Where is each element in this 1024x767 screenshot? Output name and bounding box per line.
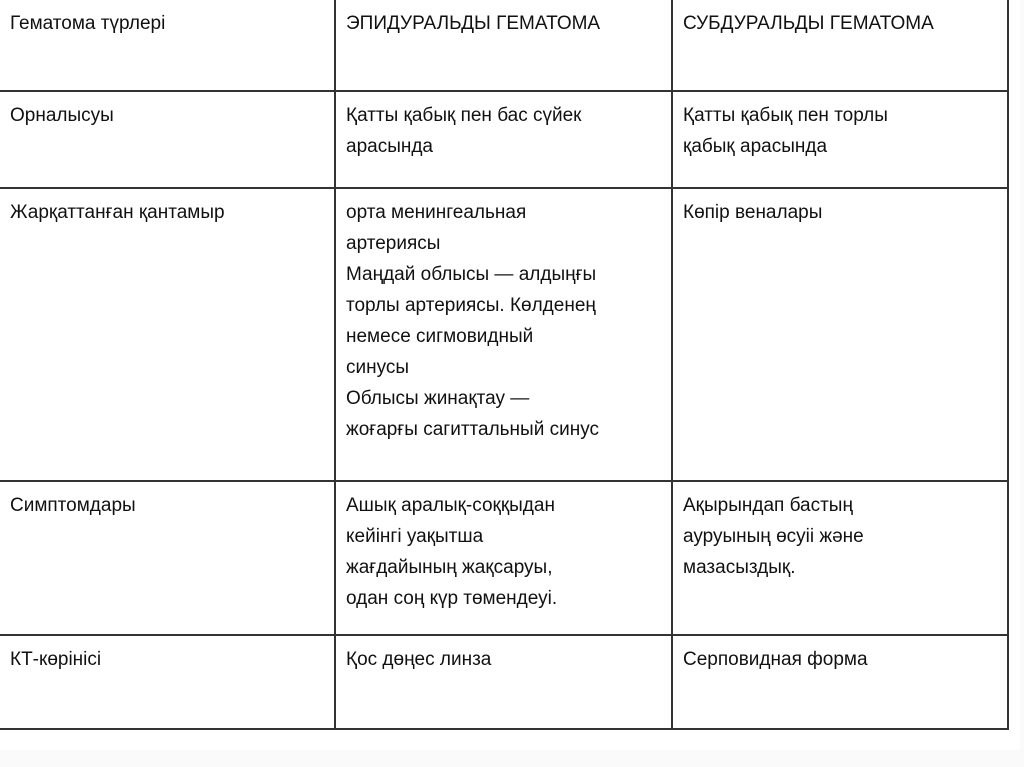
row-label: Жарқаттанған қантамыр xyxy=(10,202,225,223)
table-cell: Қос дөңес линза xyxy=(334,636,671,728)
header-cell: Гематома түрлері xyxy=(10,13,166,34)
table-cell: Қатты қабық пен бас сүйек арасында xyxy=(334,92,671,187)
table-cell: Ашық аралық-соққыдан кейінгі уақытша жағдайының жақсаруы, одан соң күр төмендеуі. xyxy=(334,482,671,634)
table-cell: Ақырындап бастың ауруының өсуіі және мазасыздық. xyxy=(671,482,1007,634)
table-cell: орта менингеальная артериясы Маңдай облысы — алдыңғы торлы артериясы. Көлденең немесе сигмовидный синусы Облысы жинақтау — жоғарғы сагиттальный синус xyxy=(334,189,671,480)
row-label: КТ-көрінісі xyxy=(10,649,102,670)
header-row xyxy=(0,0,1007,90)
table-cell: Көпір веналары xyxy=(671,189,1007,480)
table-row xyxy=(0,634,1007,728)
table-cell: Серповидная форма xyxy=(671,636,1007,728)
row-label: Симптомдары xyxy=(10,495,136,516)
table-cell: Қатты қабық пен торлы қабық арасында xyxy=(671,92,1007,187)
table-row xyxy=(0,90,1007,187)
table-row xyxy=(0,187,1007,480)
header-cell: СУБДУРАЛЬДЫ ГЕМАТОМА xyxy=(671,0,1007,90)
row-label: Орналысуы xyxy=(10,105,114,126)
header-cell: ЭПИДУРАЛЬДЫ ГЕМАТОМА xyxy=(334,0,671,90)
table-row xyxy=(0,480,1007,634)
